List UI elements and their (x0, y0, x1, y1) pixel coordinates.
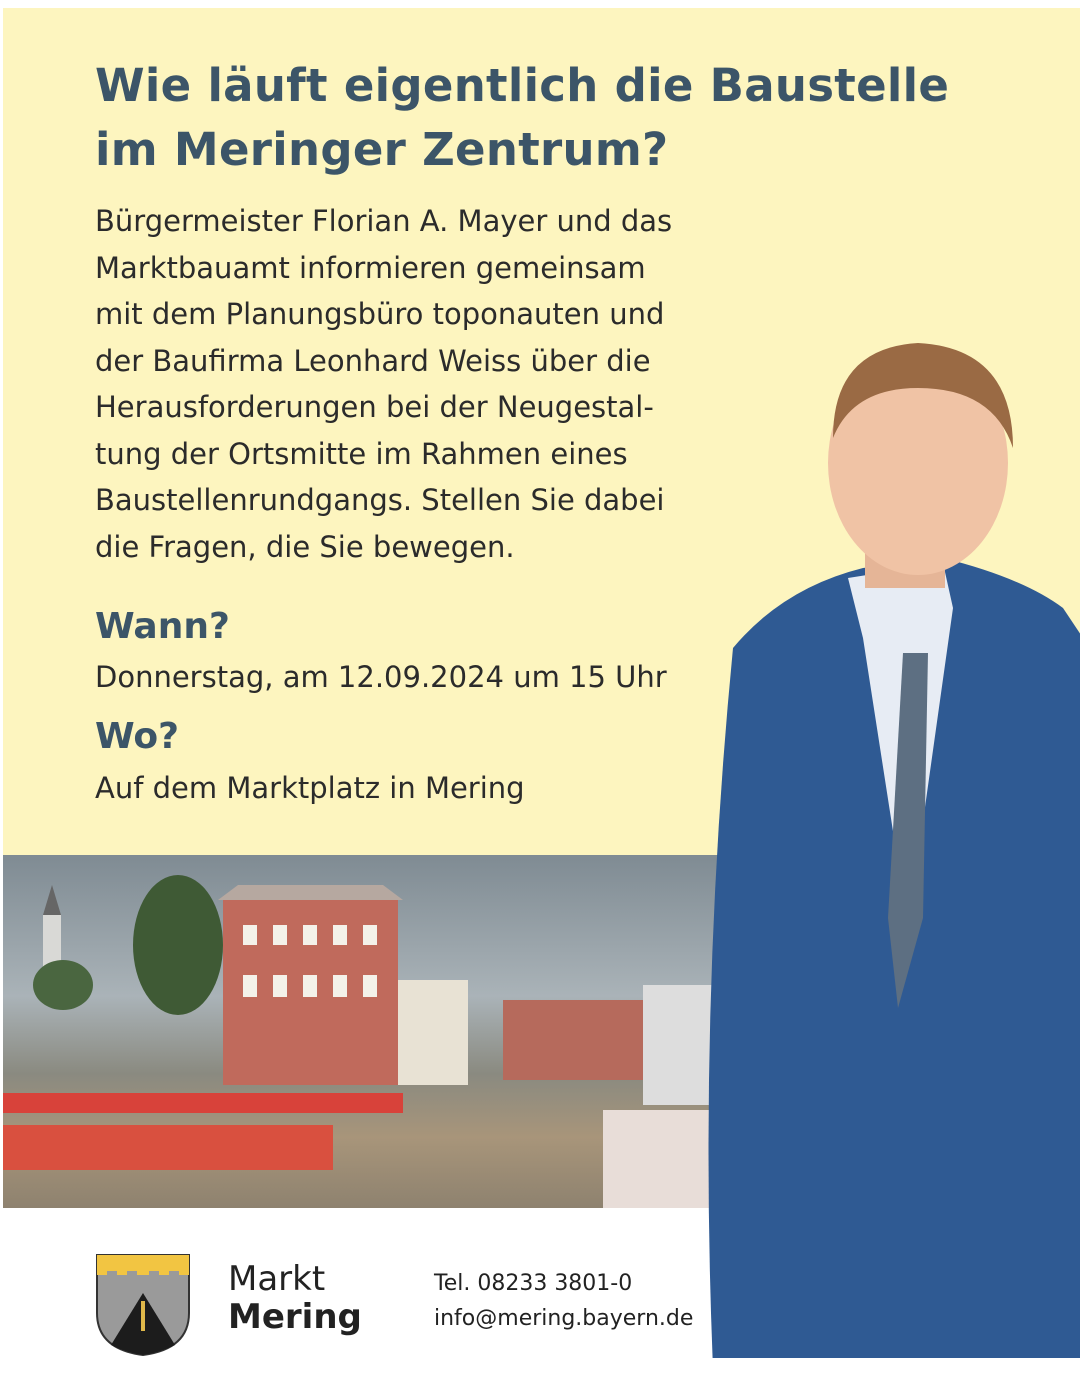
when-heading: Wann? (95, 606, 230, 647)
phone-number: Tel. 08233 3801-0 (434, 1271, 633, 1296)
poster-title (95, 54, 949, 182)
logo-line-mering: Mering (228, 1297, 362, 1337)
poster (3, 8, 1080, 1358)
body-line: Baustellenrundgangs. Stellen Sie dabei (95, 483, 665, 517)
body-text (95, 198, 735, 570)
body-line: Bürgermeister Florian A. Mayer und das (95, 204, 673, 238)
body-line: Marktbauamt informieren gemeinsam (95, 250, 646, 285)
title-line: Wie läuft eigentlich die Baustelle (95, 59, 950, 112)
body-line: Herausforderungen bei der Neugestal- (95, 390, 654, 424)
mayor-portrait (693, 308, 1080, 1358)
construction-site-photo (3, 855, 723, 1208)
body-line: der Baufirma Leonhard Weiss über die (95, 343, 651, 378)
email-address[interactable]: info@mering.bayern.de (434, 1306, 694, 1331)
coat-of-arms-logo (95, 1253, 191, 1357)
where-heading: Wo? (95, 716, 180, 757)
where-text: Auf dem Marktplatz in Mering (95, 771, 525, 805)
title-line: im Meringer Zentrum? (95, 123, 669, 176)
when-text: Donnerstag, am 12.09.2024 um 15 Uhr (95, 660, 667, 694)
logo-text (228, 1260, 362, 1336)
logo-line-markt: Markt (228, 1259, 326, 1299)
body-line: tung der Ortsmitte im Rahmen eines (95, 436, 628, 471)
body-line: die Fragen, die Sie bewegen. (95, 529, 515, 564)
body-line: mit dem Planungsbüro toponauten und (95, 297, 665, 331)
